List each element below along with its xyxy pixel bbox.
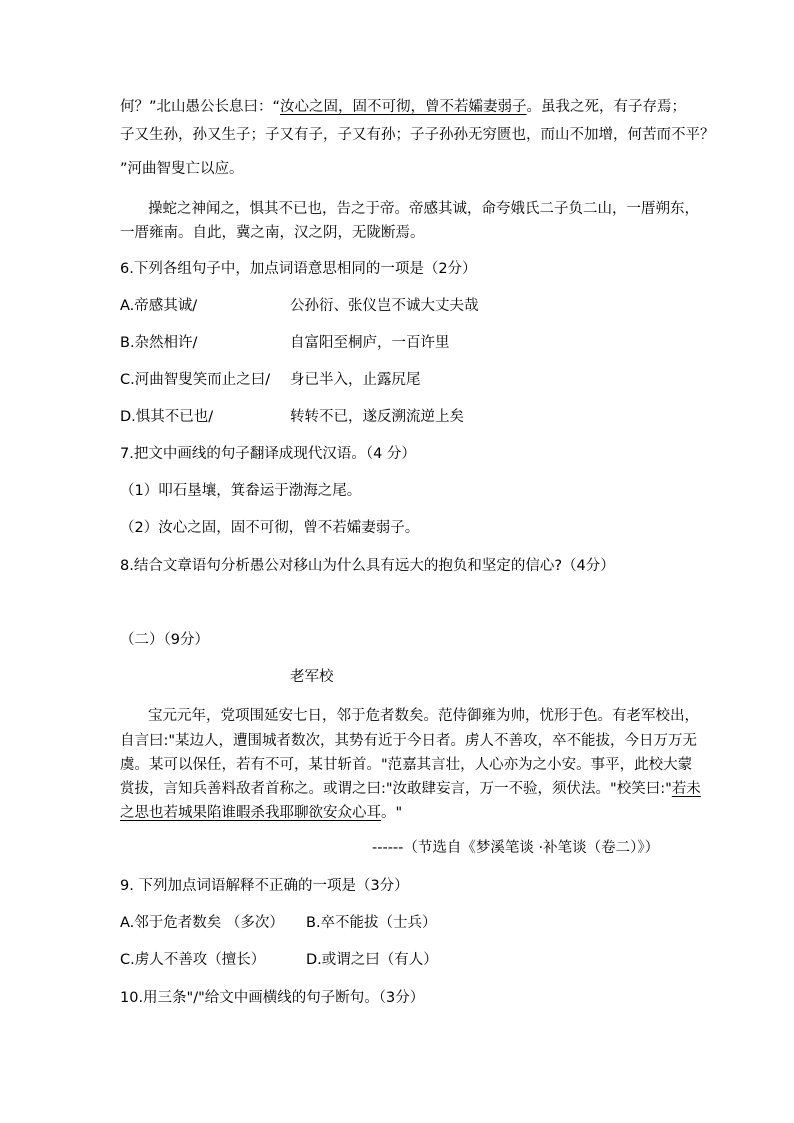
q9-option-a: A.邻于危者数矣 （多次） (120, 915, 284, 931)
q6-option-a: A.帝感其诚/ (120, 298, 198, 314)
q6-option-c-right: 身已半入，止露尻尾 (290, 372, 421, 388)
question-8-stem: 8.结合文章语句分析愚公对移山为什么具有远大的抱负和坚定的信心?（4分） (120, 558, 615, 574)
passage-line: 之思也若城果陷谁暇杀我耶聊欲安众心耳。" (120, 805, 403, 821)
section-heading: （二）（9分） (120, 632, 209, 648)
q6-option-c: C.河曲智叟笑而止之曰/ (120, 372, 271, 388)
passage-line: 宝元元年，党项围延安七日，邻于危者数矣。范侍御雍为帅，忧形于色。有老军校出， (148, 708, 699, 724)
passage-line: 子又生孙，孙又生子；子又有子，子又有孙；子子孙孙无穷匮也，而山不加增，何苦而不平？ (120, 127, 715, 143)
passage-line: 一厝雍南。自此，冀之南，汉之阴，无陇断焉。 (120, 225, 425, 241)
passage-line: 虞。某可以保任，若有不可，某甘斩首。"范嘉其言壮，人心亦为之小安。事平，此校大蒙 (120, 757, 693, 773)
passage-line: 自言曰:"某边人，遭围城者数次，其势有近于今日者。虏人不善攻，卒不能拔，今日万万无 (120, 733, 698, 749)
q7-item-2: （2）汝心之固，固不可彻，曾不若孀妻弱子。 (120, 520, 420, 536)
q6-option-b-right: 自富阳至桐庐，一百许里 (290, 335, 450, 351)
q7-item-1: （1）叩石垦壤，箕畚运于渤海之尾。 (120, 483, 362, 499)
source-citation: ------（节选自《梦溪笔谈 ·补笔谈（卷二）》） (372, 840, 660, 856)
q6-option-d: D.惧其不已也/ (120, 409, 214, 425)
passage-line: 何？”北山愚公长息曰：“汝心之固，固不可彻，曾不若孀妻弱子。虽我之死，有子存焉； (120, 99, 687, 115)
q6-option-a-right: 公孙衍、张仪岂不诚大丈夫哉 (290, 298, 479, 314)
underlined-sentence: 之思也若城果陷谁暇杀我耶聊欲安众心耳 (120, 805, 381, 821)
passage-title: 老军校 (290, 669, 334, 685)
underlined-sentence: 若未 (671, 781, 701, 797)
question-9-stem: 9. 下列加点词语解释不正确的一项是（3分） (120, 878, 409, 894)
passage-line: 操蛇之神闻之，惧其不已也，告之于帝。帝感其诚，命夸娥氏二子负二山，一厝朔东， (148, 201, 699, 217)
q6-option-b: B.杂然相许/ (120, 335, 198, 351)
q9-option-d: D.或谓之曰（有人） (306, 952, 438, 968)
passage-line: ”河曲智叟亡以应。 (120, 161, 244, 177)
question-10-stem: 10.用三条"/"给文中画横线的句子断句。（3分） (120, 990, 425, 1006)
passage-line: 赏拔，言知兵善料敌者首称之。或谓之曰:"汝敢肆妄言，万一不验，须伏法。"校笑曰:"若未 (120, 781, 701, 797)
question-6-stem: 6.下列各组句子中，加点词语意思相同的一项是（2分） (120, 261, 477, 277)
question-7-stem: 7.把文中画线的句子翻译成现代汉语。（4 分） (120, 446, 416, 462)
q9-option-c: C.虏人不善攻（擅长） (120, 952, 266, 968)
q6-option-d-right: 转转不已，遂反溯流逆上矣 (290, 409, 464, 425)
q9-option-b: B.卒不能拔（士兵） (306, 915, 437, 931)
underlined-sentence: 汝心之固，固不可彻，曾不若孀妻弱子 (280, 99, 527, 115)
